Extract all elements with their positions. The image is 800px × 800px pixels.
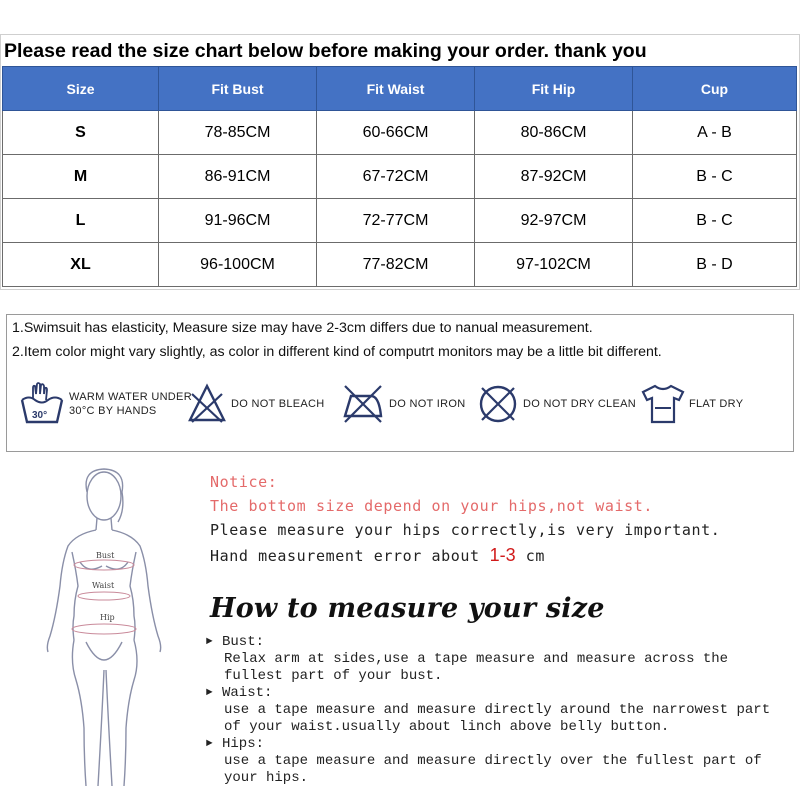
table-cell-bust: 91-96CM [159,199,317,243]
body-measurement-figure [12,466,192,800]
table-cell-waist: 77-82CM [317,243,475,287]
notice-hips-not-waist: The bottom size depend on your hips,not waist. [210,497,654,515]
arrow-right-icon: ► [206,636,213,648]
column-header-fit-bust: Fit Bust [159,67,317,111]
table-cell-hip: 80-86CM [475,111,633,155]
notice-measurement-error: Hand measurement error about 1-3 cm [210,545,545,565]
waist-label: Waist [92,581,115,590]
flat-dry-icon [641,382,685,426]
table-cell-bust: 86-91CM [159,155,317,199]
no-dry-clean-label: DO NOT DRY CLEAN [523,398,636,410]
table-row [3,199,797,243]
column-header-fit-waist: Fit Waist [317,67,475,111]
table-cell-hip: 92-97CM [475,199,633,243]
list-item: ► Hips: use a tape measure and measure directly over the fullest part of your hips. [206,736,796,787]
table-cell-cup: B - D [633,243,797,287]
hip-label: Hip [100,613,115,622]
flat-dry-label: FLAT DRY [689,398,744,410]
table-cell-hip: 97-102CM [475,243,633,287]
no-iron-icon [341,382,385,426]
notes-box [6,314,794,452]
page-title: Please read the size chart below before making your order. thank you [4,40,647,62]
no-dry-clean-icon [477,382,519,426]
hand-wash-label: WARM WATER UNDER 30°C BY HANDS [69,391,192,417]
care-no-iron [341,379,465,429]
column-header-cup: Cup [633,67,797,111]
table-cell-cup: B - C [633,199,797,243]
list-item: ► Bust: Relax arm at sides,use a tape measure and measure across the fullest part of your bust. [206,634,796,685]
no-bleach-label: DO NOT BLEACH [231,398,325,410]
error-value: 1-3 [489,545,516,565]
table-row [3,155,797,199]
table-cell-cup: A - B [633,111,797,155]
table-cell-size: L [3,199,159,243]
hand-wash-icon [19,382,65,426]
arrow-right-icon: ► [206,738,213,750]
size-table [2,66,797,287]
note-elasticity: 1.Swimsuit has elasticity, Measure size may have 2-3cm differs due to nanual measurement. [12,320,593,336]
notice-title: Notice: [210,473,278,491]
notice-measure-hips: Please measure your hips correctly,is very important. [210,521,721,539]
svg-text:30°: 30° [32,410,48,421]
table-cell-waist: 72-77CM [317,199,475,243]
care-no-dry-clean [477,379,636,429]
table-cell-hip: 87-92CM [475,155,633,199]
table-cell-size: M [3,155,159,199]
note-color: 2.Item color might vary slightly, as color in different kind of computrt monitors may be a little bit different. [12,344,662,360]
no-iron-label: DO NOT IRON [389,398,466,410]
bust-label: Bust [96,551,115,560]
no-bleach-icon [187,382,227,426]
measure-instructions [206,634,796,787]
list-item: ► Waist: use a tape measure and measure directly around the narrowest part of your waist.usually about linch above belly button. [206,685,796,736]
care-hand-wash [19,379,192,429]
waist-heading: Waist: [222,685,273,701]
care-no-bleach [187,379,325,429]
bust-heading: Bust: [222,634,265,650]
column-header-fit-hip: Fit Hip [475,67,633,111]
table-cell-bust: 78-85CM [159,111,317,155]
table-cell-cup: B - C [633,155,797,199]
table-row [3,243,797,287]
table-cell-size: S [3,111,159,155]
table-cell-size: XL [3,243,159,287]
table-cell-bust: 96-100CM [159,243,317,287]
hips-heading: Hips: [222,736,265,752]
care-flat-dry [641,379,743,429]
arrow-right-icon: ► [206,687,213,699]
how-to-measure-title: How to measure your size [210,593,605,624]
table-header-row [3,67,797,111]
table-cell-waist: 60-66CM [317,111,475,155]
table-row [3,111,797,155]
table-cell-waist: 67-72CM [317,155,475,199]
column-header-size: Size [3,67,159,111]
